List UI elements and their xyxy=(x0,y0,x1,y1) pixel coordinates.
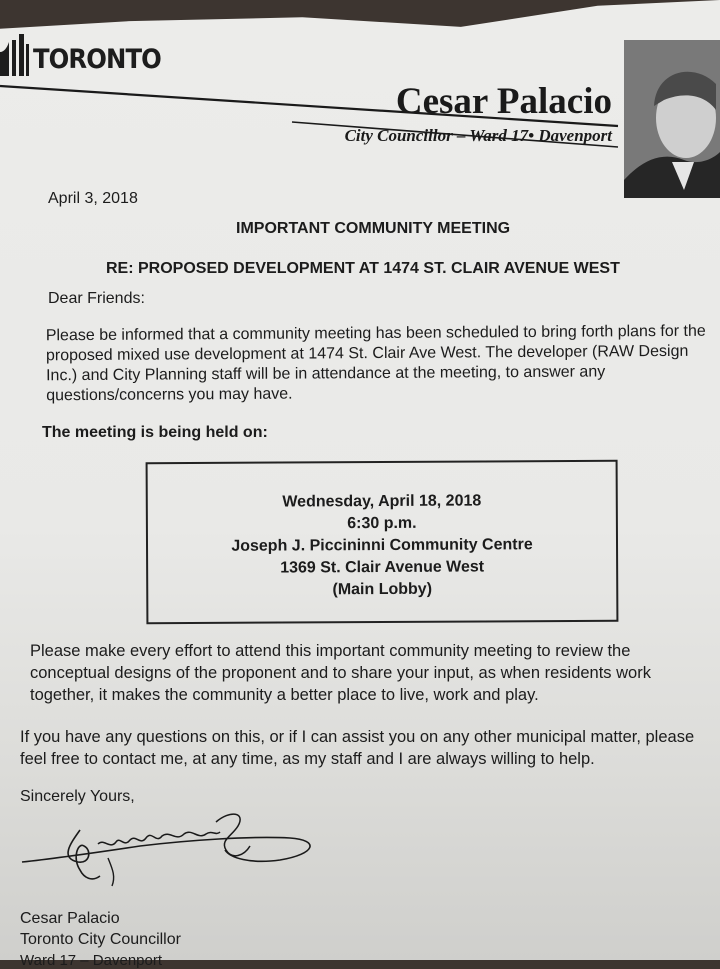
handwritten-signature xyxy=(20,800,320,890)
meeting-heading: IMPORTANT COMMUNITY MEETING xyxy=(236,220,511,237)
letter-date: April 3, 2018 xyxy=(48,190,138,207)
event-venue: Joseph J. Piccininni Community Centre xyxy=(231,536,533,555)
closing: Sincerely Yours, xyxy=(20,788,135,805)
event-date: Wednesday, April 18, 2018 xyxy=(282,492,482,511)
councillor-name: Cesar Palacio xyxy=(395,81,612,122)
held-on-label: The meeting is being held on: xyxy=(42,424,268,441)
greeting: Dear Friends: xyxy=(48,290,145,307)
signer-ward: Ward 17 – Davenport xyxy=(20,952,163,969)
councillor-title: City Councillor – Ward 17• Davenport xyxy=(344,126,612,145)
event-details-box xyxy=(146,460,619,624)
event-time: 6:30 p.m. xyxy=(347,514,417,533)
signer-role: Toronto City Councillor xyxy=(20,931,181,948)
re-line: RE: PROPOSED DEVELOPMENT AT 1474 ST. CLAIR AVENUE WEST xyxy=(106,260,620,277)
paragraph-intro: Please be informed that a community meeting has been scheduled to bring forth plans for the proposed mixed use development at 1474 St. Clair Ave West. The developer (RAW Design Inc.) and City Planning staff will be in attendance at the meeting, to answer any questions/concerns you may have. xyxy=(45,322,706,405)
signer-name: Cesar Palacio xyxy=(20,910,120,927)
paragraph-attend: Please make every effort to attend this important community meeting to review the conceptual designs of the proponent and to share your input, as when residents work together, it makes the community a better place to live, work and play. xyxy=(30,642,651,704)
paragraph-contact: If you have any questions on this, or if I can assist you on any other municipal matter, please feel free to contact me, at any time, as my staff and I are always willing to help. xyxy=(20,728,695,768)
councillor-portrait xyxy=(624,40,720,198)
event-address: 1369 St. Clair Avenue West xyxy=(280,558,485,577)
event-room: (Main Lobby) xyxy=(332,580,433,599)
toronto-logo-text: TORONTO xyxy=(33,44,161,75)
toronto-city-hall-icon xyxy=(0,32,32,76)
